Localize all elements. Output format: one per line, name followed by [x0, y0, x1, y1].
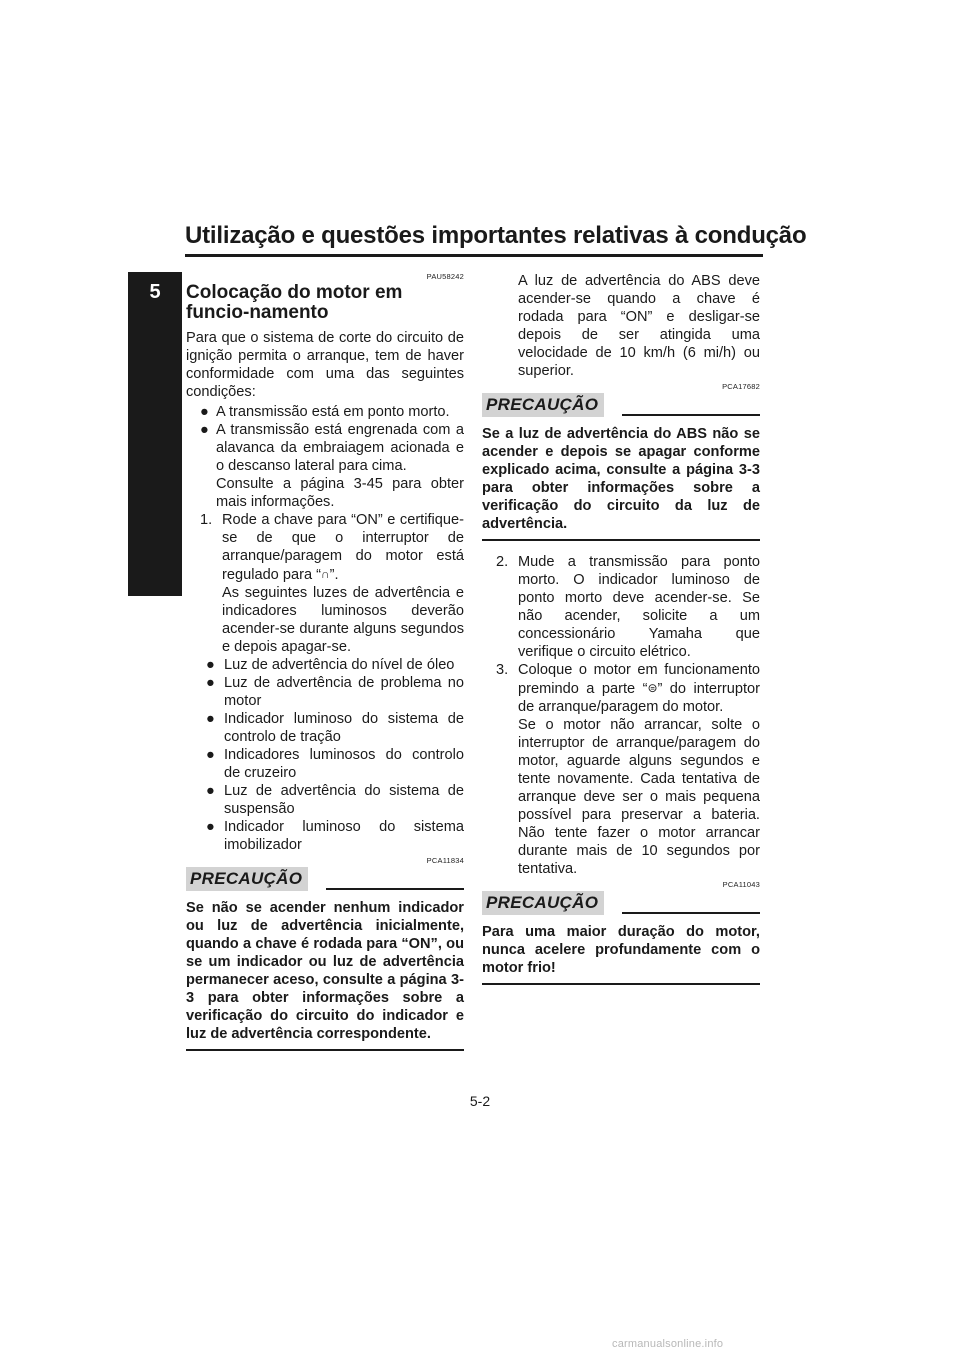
step-3: 3. Coloque o motor em funcionamento premindo a parte “⊜” do interruptor de arranque/paragem do motor. Se o motor não arrancar, solte o interruptor de arranque/paragem do motor, aguarde alguns segundos e tente novamente. Cada tentativa de arranque deve ser o mais pequena possível para preservar a bateria. Não tente fazer o motor arrancar durante mais de 10 segundos por tentativa. — [496, 662, 761, 877]
engine-stop-run-icon: ∩ — [320, 567, 330, 581]
page-title: Utilização e questões importantes relativas à condução — [185, 222, 807, 249]
bullet-icon: ● — [206, 675, 215, 691]
list-item: ● Luz de advertência do nível de óleo — [206, 657, 455, 673]
start-switch-icon: ⊜ — [647, 681, 658, 695]
caution-label: PRECAUÇÃO — [186, 867, 308, 891]
caution-end-rule — [482, 539, 760, 541]
right-column — [482, 272, 760, 985]
title-rule — [185, 254, 763, 257]
step-1-follow: As seguintes luzes de advertência e indicadores luminosos deverão acender-se durante alguns segundos e depois apagar-se. — [222, 585, 464, 655]
bullet-icon: ● — [200, 422, 209, 438]
caution-box — [186, 867, 464, 1051]
section-title: Colocação do motor em funcio-namento — [186, 282, 403, 323]
list-item: ● Luz de advertência do sistema de suspensão — [206, 783, 464, 817]
caution-code: PCA11043 — [722, 880, 760, 889]
caution-label: PRECAUÇÃO — [482, 393, 604, 417]
step-3-follow: Se o motor não arrancar, solte o interruptor de arranque/paragem do motor, aguarde alguns segundos e tente novamente. Cada tentativa de arranque deve ser o mais pequena possível para preservar a bateria. Não tente fazer o motor arrancar durante mais de 10 segundos por tentativa. — [518, 717, 760, 877]
step-number: 1. — [200, 512, 213, 528]
list-item: ● Luz de advertência de problema no motor — [206, 675, 464, 709]
list-item: ● Indicadores luminosos do controlo de cruzeiro — [206, 747, 464, 781]
page-number: 5-2 — [469, 1093, 491, 1109]
step-2: 2. Mude a transmissão para ponto morto. O indicador luminoso de ponto morto deve acender-se. Se não acender, solicite a um concessionário Yamaha que verifique o circuito elétrico. — [496, 554, 760, 660]
caution-end-rule — [186, 1049, 464, 1051]
step-1: 1. Rode a chave para “ON” e certifique-se de que o interruptor de arranque/paragem do motor está regulado para “∩”. As seguintes luzes de advertência e indicadores luminosos deverão acender-se durante alguns segundos e depois apagar-se. ● Luz de advertência do nível de óleo ● Luz de advertência de problema no motor ● Indicador luminoso do sistema de controlo de tração ● Indicadores luminosos do controlo de cruzeiro ● Luz de advertência do sistema de suspensão ● Indicador luminoso do sistema imobilizador — [186, 511, 464, 854]
section-code: PAU58242 — [426, 272, 464, 281]
caution-end-rule — [482, 983, 760, 985]
caution-rule — [326, 888, 464, 890]
bullet-icon: ● — [206, 747, 215, 763]
caution-code: PCA17682 — [722, 382, 760, 391]
caution-code: PCA11834 — [426, 856, 464, 865]
bullet-icon: ● — [200, 404, 209, 420]
steps-list — [482, 553, 760, 878]
caution-rule — [622, 912, 760, 914]
caution-text: Para uma maior duração do motor, nunca acelere profundamente com o motor frio! — [482, 924, 760, 976]
caution-label: PRECAUÇÃO — [482, 891, 604, 915]
caution-text: Se a luz de advertência do ABS não se acender e depois se apagar conforme explicado acima, consulte a página 3-3 para obter informações sobre a verificação do circuito da luz de advertência. — [482, 426, 760, 532]
caution-box — [482, 891, 760, 985]
lights-list — [186, 656, 464, 854]
bullet-icon: ● — [206, 711, 215, 727]
bullet-icon: ● — [206, 657, 215, 673]
list-item: ● A transmissão está engrenada com a alavanca da embraiagem acionada e o descanso lateral para cima. — [200, 422, 464, 474]
site-watermark: carmanualsonline.info — [612, 1338, 724, 1350]
list-item: ● A transmissão está em ponto morto. — [200, 404, 450, 420]
bullet-icon: ● — [206, 783, 215, 799]
caution-text: Se não se acender nenhum indicador ou luz de advertência inicialmente, quando a chave é rodada para “ON”, ou se um indicador ou luz de advertência permanecer aceso, consulte a página 3-3 para obter informações sobre a verificação do circuito do indicador e luz de advertência correspondente. — [186, 900, 464, 1042]
steps-list — [186, 511, 464, 854]
intro-paragraph: Para que o sistema de corte do circuito de ignição permita o arranque, tem de haver conformidade com uma das seguintes condições: — [186, 330, 464, 400]
step-number: 3. — [496, 662, 509, 678]
bullet-icon: ● — [206, 819, 215, 835]
chapter-tab: 5 — [128, 272, 182, 596]
list-item: ● Indicador luminoso do sistema de controlo de tração — [206, 711, 464, 745]
caution-rule — [622, 414, 760, 416]
step-number: 2. — [496, 554, 509, 570]
list-item: ● Indicador luminoso do sistema imobilizador — [206, 819, 464, 853]
list-item: Consulte a página 3-45 para obter mais informações. — [216, 476, 464, 510]
abs-note: A luz de advertência do ABS deve acender-se quando a chave é rodada para “ON” e desligar-se depois de ser atingida uma velocidade de 10 km/h (6 mi/h) ou superior. — [518, 273, 760, 379]
left-column — [186, 272, 464, 1051]
condition-list — [186, 403, 464, 511]
caution-box — [482, 393, 760, 541]
